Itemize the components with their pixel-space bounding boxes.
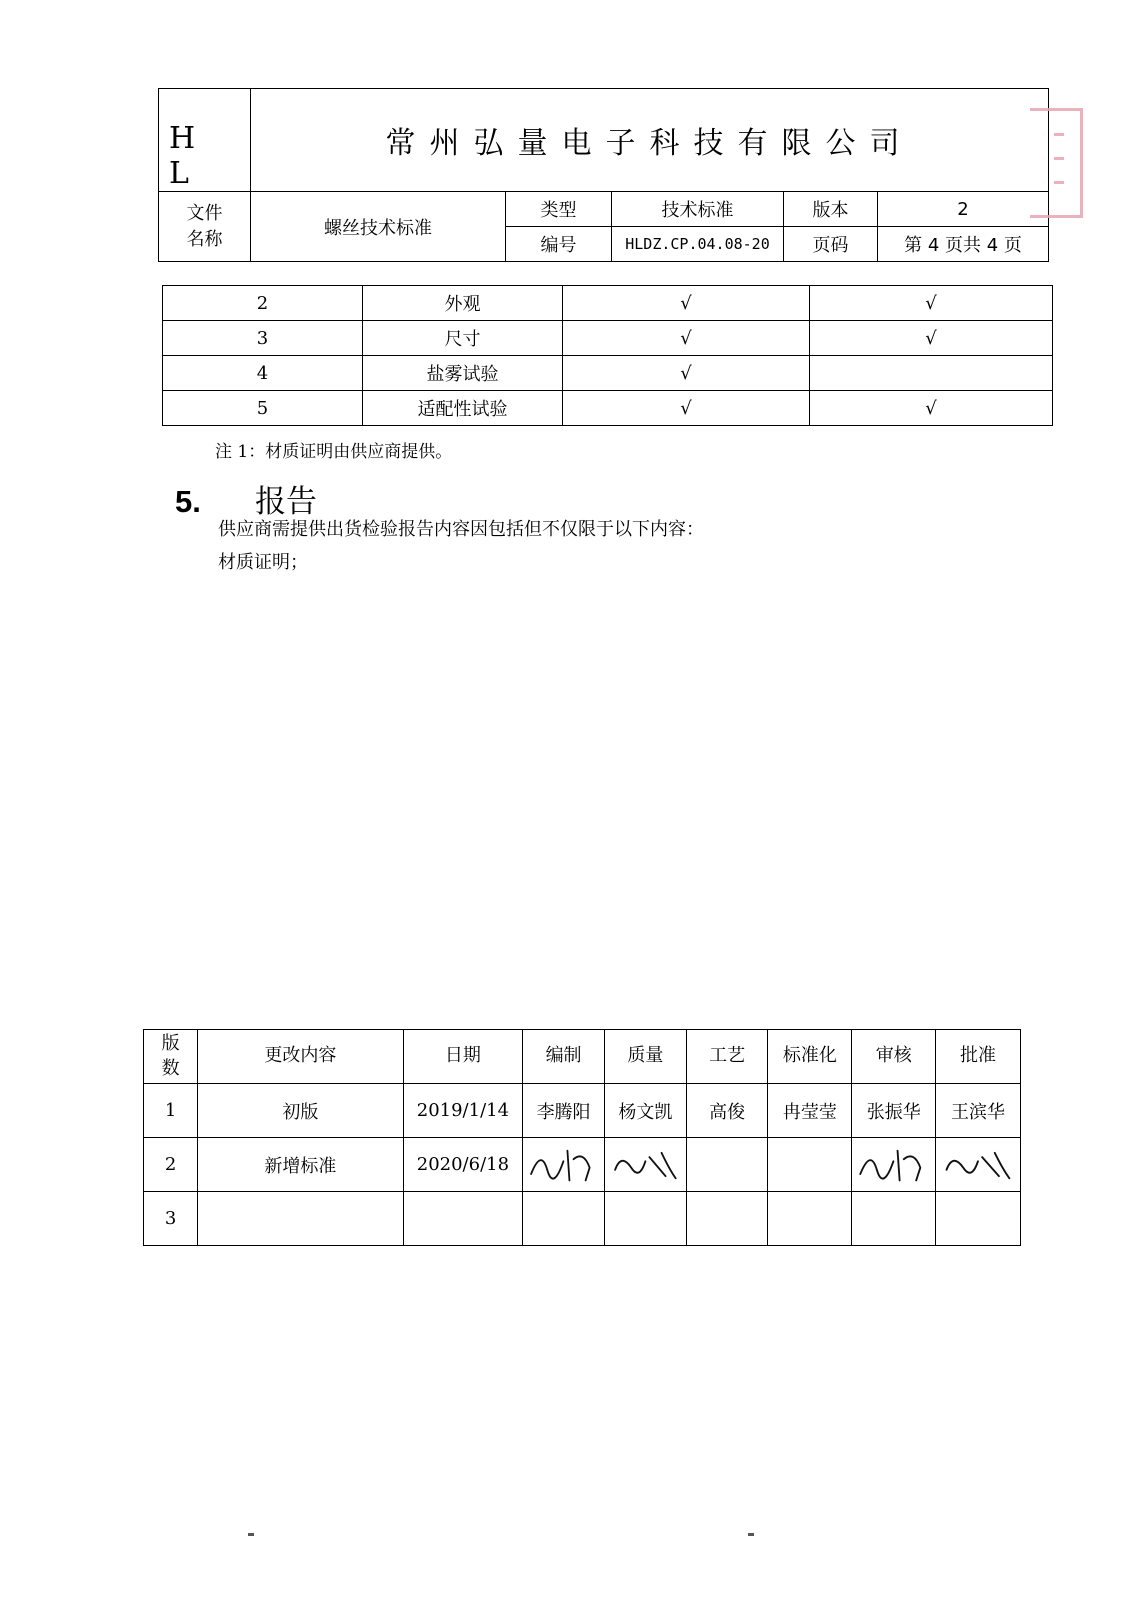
table-row: [144, 1192, 1021, 1246]
revision-cell: 初版: [198, 1084, 403, 1138]
column-header: 批准: [936, 1030, 1021, 1084]
signature-scribble-icon: [523, 1138, 604, 1191]
column-header: 版 数: [144, 1030, 198, 1084]
column-header: 工艺: [686, 1030, 768, 1084]
table-row: [163, 356, 1053, 391]
column-header: 标准化: [768, 1030, 852, 1084]
table-row: [163, 321, 1053, 356]
version-label: 版本: [784, 192, 878, 227]
red-seal-stamp: [1030, 108, 1083, 218]
table-row: [144, 1084, 1021, 1138]
type-label: 类型: [506, 192, 612, 227]
table-row: [163, 391, 1053, 426]
scan-mark: [748, 1533, 754, 1536]
table-header-row: [144, 1030, 1021, 1084]
page-label: 页码: [784, 227, 878, 262]
handwritten-signature: [523, 1138, 605, 1192]
inspection-cell-col4: [810, 356, 1053, 391]
inspection-table: [162, 285, 1053, 426]
revision-cell: 3: [144, 1192, 198, 1246]
company-logo: H L: [159, 89, 251, 192]
section-title: 报告: [255, 484, 317, 520]
revision-cell: 2: [144, 1138, 198, 1192]
revision-cell: 高俊: [686, 1084, 768, 1138]
revision-cell: 李腾阳: [523, 1084, 605, 1138]
revision-cell: [198, 1192, 403, 1246]
revision-cell: 张振华: [852, 1084, 936, 1138]
signature-scribble-icon: [936, 1138, 1020, 1191]
table-row: [163, 286, 1053, 321]
inspection-cell-col4: √: [810, 391, 1053, 426]
revision-cell: 新增标准: [198, 1138, 403, 1192]
revision-cell: [768, 1192, 852, 1246]
section-paragraph: 供应商需提供出货检验报告内容因包括但不仅限于以下内容：: [218, 519, 704, 540]
revision-cell: [936, 1192, 1021, 1246]
doc-name-label: 文件 名称: [159, 192, 251, 262]
signature-scribble-icon: [605, 1138, 686, 1191]
number-label: 编号: [506, 227, 612, 262]
revision-cell: [852, 1192, 936, 1246]
column-header: 审核: [852, 1030, 936, 1084]
revision-cell: [768, 1138, 852, 1192]
revision-cell: [604, 1192, 686, 1246]
revision-cell: 王滨华: [936, 1084, 1021, 1138]
table-row: [144, 1138, 1021, 1192]
inspection-cell-no: 3: [163, 321, 363, 356]
document-header: [158, 88, 1049, 262]
scan-mark: [248, 1533, 254, 1536]
inspection-cell-col4: √: [810, 286, 1053, 321]
type-value: 技术标准: [612, 192, 784, 227]
revision-cell: [403, 1192, 523, 1246]
version-value: 2: [878, 192, 1049, 227]
inspection-cell-col3: √: [563, 286, 810, 321]
handwritten-signature: [852, 1138, 936, 1192]
section-paragraph: 材质证明；: [218, 552, 308, 573]
column-header: 更改内容: [198, 1030, 403, 1084]
inspection-cell-no: 4: [163, 356, 363, 391]
revision-cell: 2020/6/18: [403, 1138, 523, 1192]
company-name: 常州弘量电子科技有限公司: [251, 89, 1049, 192]
inspection-cell-col3: √: [563, 391, 810, 426]
column-header: 日期: [403, 1030, 523, 1084]
signature-scribble-icon: [852, 1138, 935, 1191]
number-value: HLDZ.CP.04.08-20: [612, 227, 784, 262]
handwritten-signature: [604, 1138, 686, 1192]
inspection-cell-col4: √: [810, 321, 1053, 356]
revision-cell: [523, 1192, 605, 1246]
doc-name: 螺丝技术标准: [251, 192, 506, 262]
inspection-cell-no: 2: [163, 286, 363, 321]
column-header: 编制: [523, 1030, 605, 1084]
revision-cell: [686, 1138, 768, 1192]
page-value: 第 4 页共 4 页: [878, 227, 1049, 262]
column-header: 质量: [604, 1030, 686, 1084]
revision-cell: 杨文凯: [604, 1084, 686, 1138]
note: 注 1：材质证明由供应商提供。: [215, 442, 453, 462]
revision-cell: 2019/1/14: [403, 1084, 523, 1138]
inspection-cell-col3: √: [563, 356, 810, 391]
inspection-cell-item: 盐雾试验: [363, 356, 563, 391]
inspection-cell-no: 5: [163, 391, 363, 426]
revision-cell: 冉莹莹: [768, 1084, 852, 1138]
inspection-cell-item: 尺寸: [363, 321, 563, 356]
revision-cell: 1: [144, 1084, 198, 1138]
inspection-cell-col3: √: [563, 321, 810, 356]
handwritten-signature: [936, 1138, 1021, 1192]
revision-cell: [686, 1192, 768, 1246]
revision-history-table: [143, 1029, 1021, 1246]
inspection-cell-item: 适配性试验: [363, 391, 563, 426]
inspection-cell-item: 外观: [363, 286, 563, 321]
section-number: 5.: [175, 484, 201, 519]
